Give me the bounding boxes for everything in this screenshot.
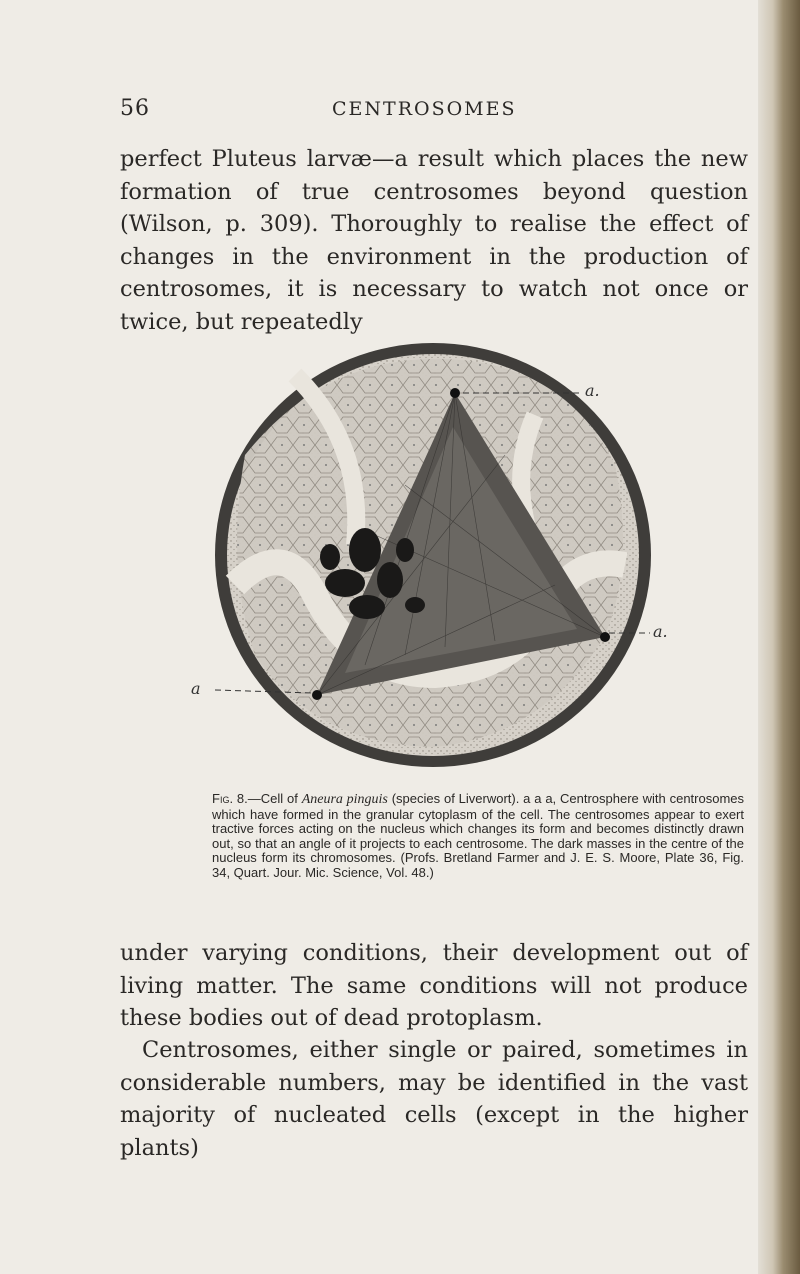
centrosome-top: [450, 388, 460, 398]
paragraph-bottom-1: under varying conditions, their development out of living matter. The same conditions will not produce these bodies out of dead protoplasm.: [120, 940, 748, 1031]
paragraph-top: perfect Pluteus larvæ—a result which places the new formation of true centrosomes beyond question (Wilson, p. 309). Thoroughly to realise the effect of changes in the environment in the production of centrosomes, it is necessary to watch not once or twice, but repeatedly: [120, 146, 748, 335]
cell-diagram: [205, 335, 665, 770]
figure-caption: [212, 792, 744, 881]
figure-label-left: a: [191, 679, 201, 698]
centrosome-right: [600, 632, 610, 642]
figure-cell-illustration: [191, 335, 668, 770]
page-header: [120, 96, 740, 126]
centrosome-left: [312, 690, 322, 700]
figure-label-top: a.: [585, 381, 600, 400]
caption-body: (species of Liverwort). a a a, Centrosphere with centrosomes which have formed in the granular cytoplasm of the cell. The centrosomes appear to exert tractive forces acting on the nucleus which changes its form and becomes distinctly drawn out, so that an angle of it projects to each centrosome. The dark masses in the centre of the nucleus form its chromosomes. (Profs. Bretland Farmer and J. E. S. Moore, Plate 36, Fig. 34, Quart. Jour. Mic. Science, Vol. 48.): [212, 791, 745, 880]
figure-label-right: a.: [653, 622, 668, 641]
paragraph-bottom-2: Centrosomes, either single or paired, sometimes in considerable numbers, may be identified in the vast majority of nucleated cells (except in the higher plants): [120, 1037, 748, 1161]
running-title: CENTROSOMES: [332, 98, 517, 120]
page-edge-shadow: [758, 0, 800, 1274]
page-number: 56: [120, 96, 150, 121]
caption-lead: —Cell of: [247, 791, 302, 806]
caption-species: Aneura pinguis: [301, 792, 388, 807]
caption-figure-number: Fig. 8.: [212, 791, 248, 806]
